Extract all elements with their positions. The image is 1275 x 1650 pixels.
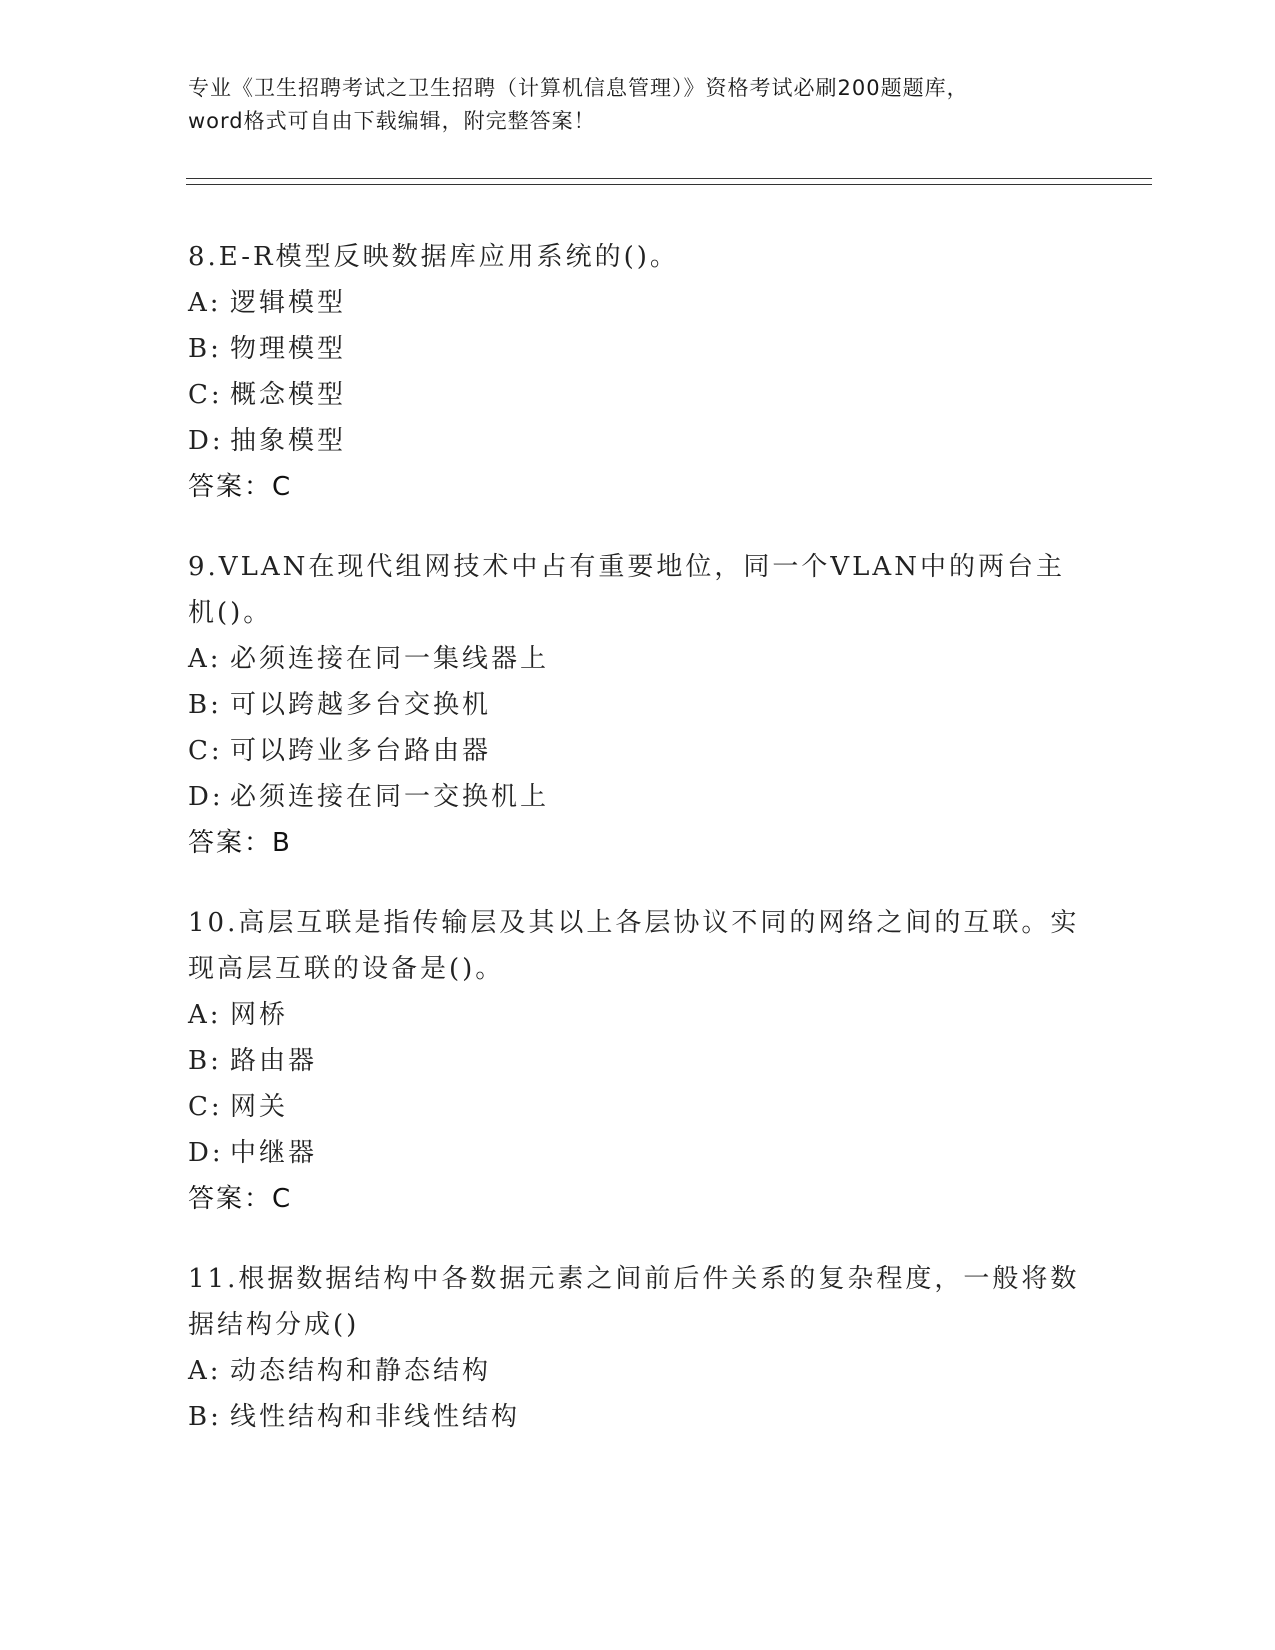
option-key: A: (188, 644, 222, 674)
option-d (188, 774, 1088, 820)
header-line-1: 专业《卫生招聘考试之卫生招聘（计算机信息管理）》资格考试必刷200题题库， (188, 76, 969, 100)
header-divider-top (186, 178, 1152, 179)
option-text: 概念模型 (230, 380, 347, 410)
question-text: 9.VLAN在现代组网技术中占有重要地位，同一个VLAN中的两台主机()。 (188, 552, 1065, 628)
option-text: 抽象模型 (230, 426, 347, 456)
header-line-2: word格式可自由下载编辑，附完整答案！ (188, 109, 596, 133)
answer-line: 答案：B (188, 828, 292, 858)
option-key: D: (188, 426, 224, 456)
option-text: 路由器 (230, 1046, 318, 1076)
answer-line: 答案：C (188, 1184, 293, 1214)
option-key: B: (188, 334, 222, 364)
option-text: 中继器 (230, 1138, 318, 1168)
question-8 (188, 234, 1088, 510)
option-b (188, 682, 1088, 728)
option-b (188, 326, 1088, 372)
option-d (188, 1130, 1088, 1176)
option-key: D: (188, 1138, 224, 1168)
option-key: C: (188, 736, 223, 766)
answer-line: 答案：C (188, 472, 293, 502)
option-c (188, 728, 1088, 774)
option-b (188, 1394, 1088, 1440)
question-text: 11.根据数据结构中各数据元素之间前后件关系的复杂程度，一般将数据结构分成() (188, 1264, 1080, 1340)
question-11 (188, 1256, 1088, 1440)
option-key: B: (188, 690, 222, 720)
question-9 (188, 544, 1088, 866)
option-key: C: (188, 1092, 223, 1122)
option-a (188, 1348, 1088, 1394)
option-d (188, 418, 1088, 464)
document-header (188, 72, 1088, 138)
option-c (188, 372, 1088, 418)
question-text: 8.E-R模型反映数据库应用系统的()。 (188, 242, 679, 272)
question-list (188, 234, 1088, 1474)
option-a (188, 992, 1088, 1038)
option-key: B: (188, 1046, 222, 1076)
option-text: 线性结构和非线性结构 (230, 1402, 521, 1432)
option-text: 物理模型 (230, 334, 347, 364)
option-a (188, 280, 1088, 326)
option-text: 可以跨业多台路由器 (230, 736, 492, 766)
option-a (188, 636, 1088, 682)
option-key: C: (188, 380, 223, 410)
option-key: A: (188, 1000, 222, 1030)
option-text: 动态结构和静态结构 (230, 1356, 492, 1386)
option-text: 网桥 (230, 1000, 289, 1030)
option-key: A: (188, 288, 222, 318)
question-text: 10.高层互联是指传输层及其以上各层协议不同的网络之间的互联。实现高层互联的设备是()。 (188, 908, 1080, 984)
option-c (188, 1084, 1088, 1130)
option-key: D: (188, 782, 224, 812)
option-text: 网关 (230, 1092, 289, 1122)
option-key: B: (188, 1402, 222, 1432)
option-text: 必须连接在同一集线器上 (230, 644, 550, 674)
option-text: 可以跨越多台交换机 (230, 690, 492, 720)
header-divider-bottom (186, 184, 1152, 185)
option-b (188, 1038, 1088, 1084)
option-text: 逻辑模型 (230, 288, 347, 318)
option-text: 必须连接在同一交换机上 (230, 782, 550, 812)
option-key: A: (188, 1356, 222, 1386)
question-10 (188, 900, 1088, 1222)
